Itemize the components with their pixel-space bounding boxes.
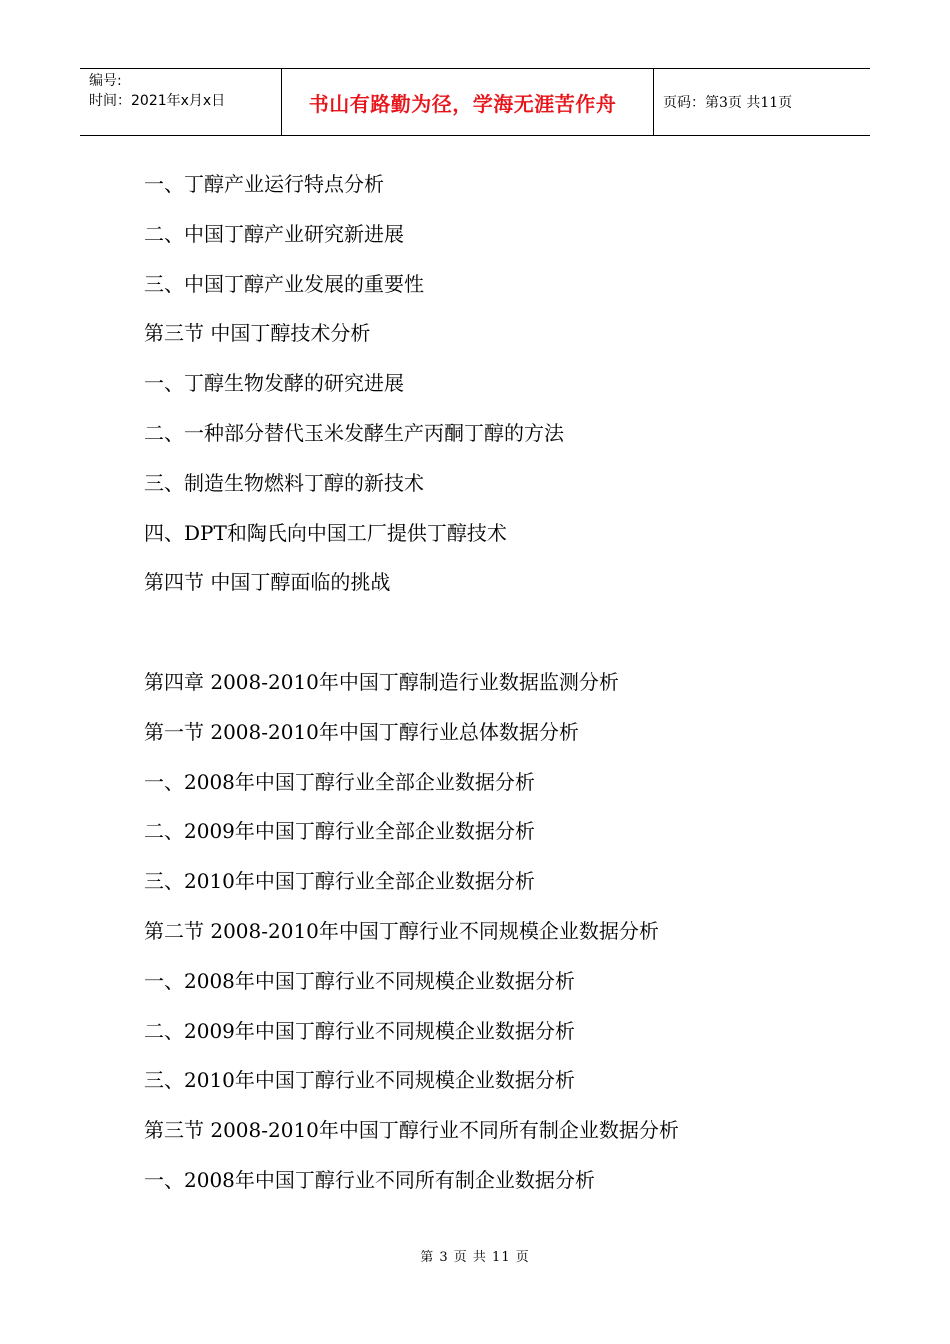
toc-line: 一、2008年中国丁醇行业全部企业数据分析 bbox=[144, 769, 535, 794]
toc-line: 一、2008年中国丁醇行业不同所有制企业数据分析 bbox=[144, 1167, 595, 1192]
toc-section-heading: 第三节 中国丁醇技术分析 bbox=[144, 321, 371, 346]
toc-line: 一、丁醇生物发酵的研究进展 bbox=[144, 371, 404, 396]
doc-time-label: 时间：2021年x月x日 bbox=[89, 93, 226, 109]
toc-line: 二、一种部分替代玉米发酵生产丙酮丁醇的方法 bbox=[144, 420, 564, 445]
toc-section-heading: 第三节 2008-2010年中国丁醇行业不同所有制企业数据分析 bbox=[144, 1118, 679, 1143]
toc-line: 三、制造生物燃料丁醇的新技术 bbox=[144, 470, 424, 495]
page-header bbox=[80, 68, 870, 136]
toc-line: 一、丁醇产业运行特点分析 bbox=[144, 172, 384, 196]
toc-line: 一、2008年中国丁醇行业不同规模企业数据分析 bbox=[144, 968, 575, 993]
toc-spacer bbox=[144, 614, 864, 664]
toc-line: 三、2010年中国丁醇行业不同规模企业数据分析 bbox=[144, 1068, 575, 1093]
page-footer: 第 3 页 共 11 页 bbox=[420, 1250, 530, 1265]
toc-line: 四、DPT和陶氏向中国工厂提供丁醇技术 bbox=[144, 520, 507, 545]
toc-section-heading: 第二节 2008-2010年中国丁醇行业不同规模企业数据分析 bbox=[144, 918, 659, 943]
toc-line: 二、2009年中国丁醇行业不同规模企业数据分析 bbox=[144, 1018, 575, 1043]
toc-line: 二、中国丁醇产业研究新进展 bbox=[144, 221, 404, 246]
toc-line: 三、中国丁醇产业发展的重要性 bbox=[144, 271, 424, 296]
toc-section-heading: 第一节 2008-2010年中国丁醇行业总体数据分析 bbox=[144, 719, 579, 744]
header-motto: 书山有路勤为径，学海无涯苦作舟 bbox=[308, 91, 617, 116]
toc-line: 二、2009年中国丁醇行业全部企业数据分析 bbox=[144, 819, 535, 844]
header-page-cell bbox=[654, 69, 870, 135]
toc-section-heading: 第四节 中国丁醇面临的挑战 bbox=[144, 570, 391, 595]
header-meta-cell bbox=[80, 69, 282, 135]
toc-line: 三、2010年中国丁醇行业全部企业数据分析 bbox=[144, 869, 535, 894]
header-page-info: 页码：第3页 共11页 bbox=[663, 95, 793, 111]
table-of-contents bbox=[144, 166, 864, 1212]
toc-chapter-heading: 第四章 2008-2010年中国丁醇制造行业数据监测分析 bbox=[144, 669, 619, 694]
header-motto-cell bbox=[282, 69, 654, 135]
doc-code-label: 编号: bbox=[89, 73, 122, 89]
